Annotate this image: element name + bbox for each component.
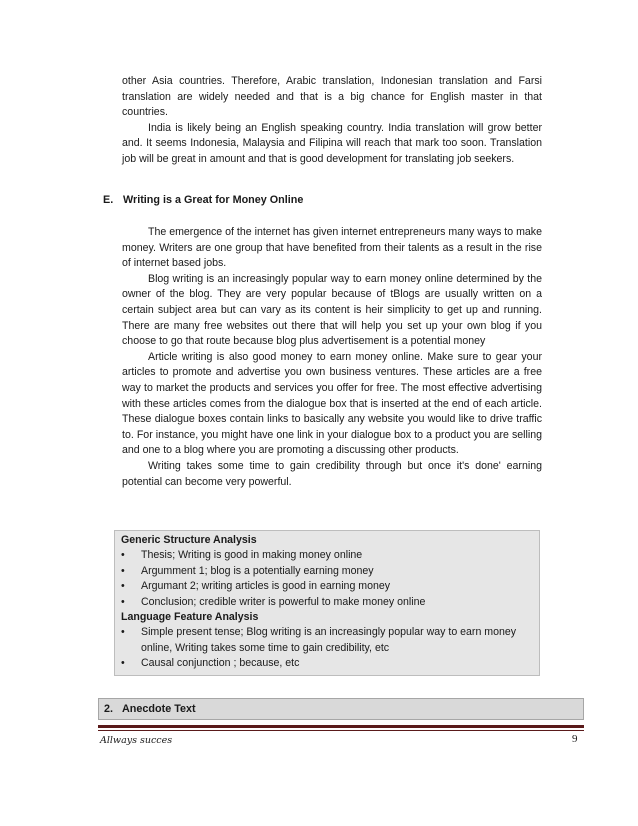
list-item: • Argumant 2; writing articles is good in earning money — [121, 579, 539, 594]
footer-rule-thin — [98, 730, 584, 731]
paragraph: Blog writing is an increasingly popular way to earn money online determined by the owner of the blog. They are very popular because of tBlogs are usually written on a certain subject area but can vary as its content is heir simplicity to get up and running. There are many free websites out there that will help you set up your own blog if you choose to go that route because blog plus advertisement is a potential money — [122, 272, 542, 348]
list-item: • Causal conjunction ; because, etc — [121, 656, 539, 671]
list-item: • Thesis; Writing is good in making money online — [121, 548, 539, 563]
structure-heading: Generic Structure Analysis — [121, 534, 257, 546]
footer-rule-thick — [98, 725, 584, 728]
analysis-box — [114, 530, 540, 676]
bullet-icon: • — [121, 657, 125, 670]
page-number: 9 — [572, 733, 578, 745]
list-item: • Simple present tense; Blog writing is an increasingly popular way to earn money online, Writing takes some time to gain credibility, etc — [121, 626, 517, 654]
next-section-heading — [98, 698, 584, 720]
paragraph: Writing takes some time to gain credibility through but once it's done' earning potential can become very powerful. — [122, 459, 542, 488]
bullet-icon: • — [121, 549, 125, 562]
bullet-icon: • — [121, 580, 125, 593]
section-title: Writing is a Great for Money Online — [123, 194, 304, 206]
feature-list — [121, 625, 539, 671]
list-item: • Argumment 1; blog is a potentially earning money — [121, 564, 539, 579]
intro-continuation: other Asia countries. Therefore, Arabic translation, Indonesian translation and Farsi translation are widely needed and that is a big chance for English master in that countries. — [122, 75, 542, 119]
section-e-body — [122, 225, 542, 490]
section-letter: E. — [103, 194, 114, 206]
footer-motto: Allways succes — [100, 735, 173, 746]
section-e-heading — [103, 194, 303, 206]
intro-text — [122, 74, 542, 168]
paragraph: The emergence of the internet has given internet entrepreneurs many ways to make money. Writers are one group that have benefited from their talents as a result in the rise of internet based jobs. — [122, 226, 542, 270]
bullet-icon: • — [121, 626, 125, 639]
structure-list — [121, 548, 539, 610]
bullet-icon: • — [121, 564, 125, 577]
next-section-title: Anecdote Text — [122, 703, 196, 715]
india-paragraph: India is likely being an English speaking country. India translation will grow better and. It seems Indonesia, Malaysia and Filipina will reach that mark too soon. Translation job will be great in amount and that is good development for translating job seekers. — [122, 121, 542, 165]
list-item: • Conclusion; credible writer is powerful to make money online — [121, 595, 539, 610]
bullet-icon: • — [121, 595, 125, 608]
feature-heading: Language Feature Analysis — [121, 611, 259, 624]
paragraph: Article writing is also good money to earn money online. Make sure to gear your articles to promote and advertise you own business ventures. These articles are a free way to market the products and services you offer for free. The most effective advertising with these articles comes from the dialogue box that is inserted at the end of each article. These dialogue boxes contain links to basically any website you would like to drive traffic to. For instance, you might have one link in your dialogue box to a product you are selling and one to a blog where you are promoting a discussing other products. — [122, 350, 542, 457]
section-number: 2. — [104, 703, 114, 715]
